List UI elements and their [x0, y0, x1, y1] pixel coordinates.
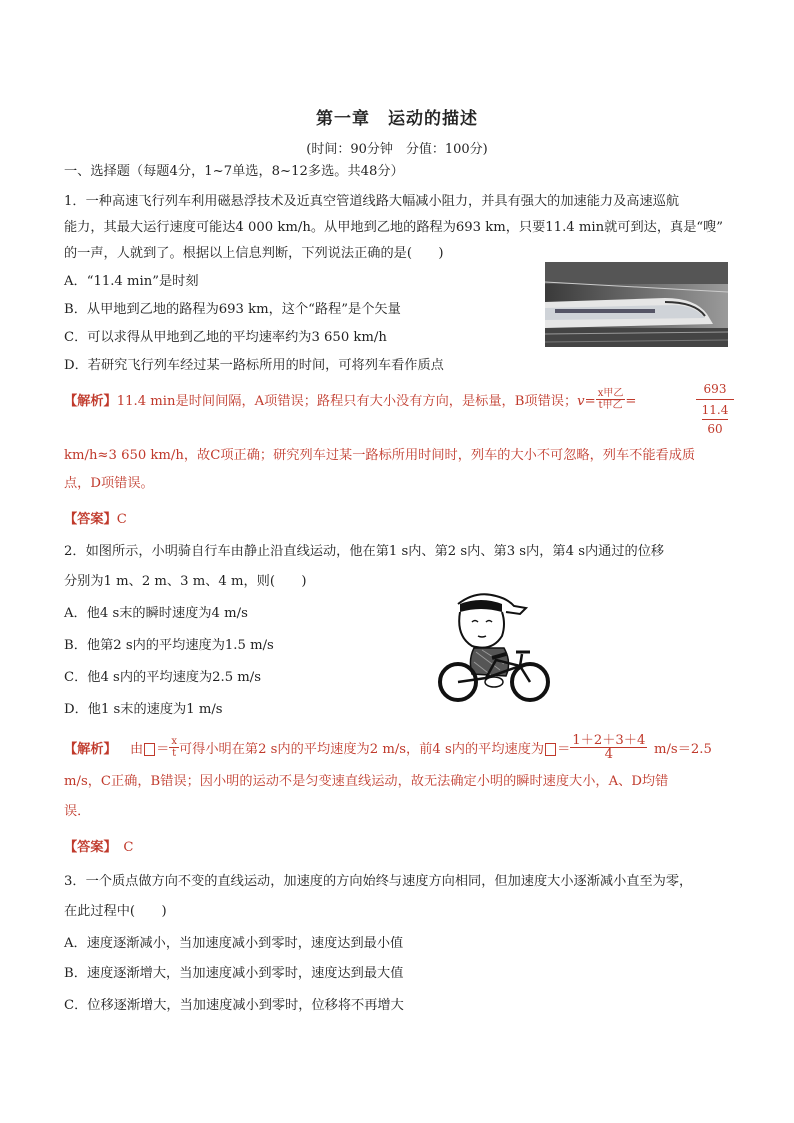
average-speed-fraction — [570, 734, 647, 761]
analysis-result: m/s＝2.5 — [653, 742, 712, 757]
q2-analysis-line2: m/s，C正确，B错误；因小明的运动不是匀变速直线运动，故无法确定小明的瞬时速度大小，A、D均错 — [64, 774, 669, 789]
q2-answer — [64, 838, 133, 858]
v-bar-symbol-icon — [545, 743, 556, 756]
fraction-numerator: 693 — [703, 382, 727, 396]
fraction-denominator: 4 — [604, 747, 614, 762]
equals-sign: ＝ — [156, 742, 170, 757]
fraction-denominator: t甲乙 — [598, 400, 623, 411]
inner-denominator: 60 — [707, 422, 723, 436]
q1-stem-line1: 1．一种高速飞行列车利用磁悬浮技术及近真空管道线路大幅减小阻力，并具有强大的加速能力及高速巡航 — [64, 194, 680, 209]
q3-stem-line1: 3．一个质点做方向不变的直线运动，加速度的方向始终与速度方向相同，但加速度大小逐渐减小直至为零， — [64, 874, 693, 889]
q1-answer — [64, 510, 127, 530]
q1-option-a: A．“11.4 min”是时刻 — [64, 274, 199, 289]
q2-analysis-line1 — [64, 733, 712, 763]
q3-option-b: B．速度逐渐增大，当加速度减小到零时，速度达到最大值 — [64, 966, 404, 981]
velocity-symbol: v — [577, 394, 585, 409]
q1-stem-line3: 的一声，人就到了。根据以上信息判断，下列说法正确的是( ) — [64, 246, 444, 261]
q2-stem-line2: 分别为1 m、2 m、3 m、4 m，则( ) — [64, 574, 307, 589]
analysis-middle-text: 可得小明在第2 s内的平均速度为2 m/s，前4 s内的平均速度为 — [178, 742, 545, 757]
fraction-numerator: x — [171, 736, 177, 747]
section-heading: 一、选择题（每题4分，1~7单选，8~12多选。共48分） — [64, 164, 404, 179]
q1-analysis-line3: 点，D项错误。 — [64, 476, 154, 491]
boy-on-bicycle-image — [436, 590, 554, 706]
q2-option-b: B．他第2 s内的平均速度为1.5 m/s — [64, 638, 274, 653]
answer-tag: 【答案】 — [64, 840, 117, 855]
fraction-numerator: 1＋2＋3＋4 — [572, 733, 646, 748]
q1-analysis-line1 — [64, 390, 636, 413]
equals-sign: = — [584, 394, 596, 409]
v-bar-symbol-icon — [144, 743, 155, 756]
q1-option-d: D．若研究飞行列车经过某一路标所用的时间，可将列车看作质点 — [64, 358, 444, 373]
inner-numerator: 11.4 — [701, 403, 729, 417]
q2-option-d: D．他1 s末的速度为1 m/s — [64, 702, 223, 717]
exam-info: (时间：90分钟 分值：100分) — [306, 142, 488, 157]
fraction-denominator: t — [172, 748, 177, 759]
fraction-numerator: x甲乙 — [597, 388, 624, 399]
x-over-t-fraction — [169, 736, 179, 759]
analysis-prefix: 由 — [129, 742, 144, 757]
maglev-train-image — [545, 262, 728, 347]
q3-option-a: A．速度逐渐减小，当加速度减小到零时，速度达到最小值 — [64, 936, 404, 951]
analysis-tag: 【解析】 — [64, 394, 117, 409]
fraction-bar — [696, 399, 734, 400]
q2-option-a: A．他4 s末的瞬时速度为4 m/s — [64, 606, 248, 621]
q2-analysis-line3: 误． — [64, 804, 91, 819]
q2-stem-line1: 2．如图所示，小明骑自行车由静止沿直线运动，他在第1 s内、第2 s内、第3 s内，第4 s内通过的位移 — [64, 544, 665, 559]
q1-option-b: B．从甲地到乙地的路程为693 km，这个“路程”是个矢量 — [64, 302, 401, 317]
equals-sign-2: ＝ — [557, 742, 571, 757]
q3-stem-line2: 在此过程中( ) — [64, 904, 167, 919]
x-over-t-fraction — [596, 388, 626, 411]
answer-value: C — [123, 840, 134, 855]
q1-stem-line2: 能力，其最大运行速度可能达4 000 km/h。从甲地到乙地的路程为693 km，只要11.4 min就可到达，真是“嗖” — [64, 220, 724, 235]
equals-sign-2: = — [625, 394, 637, 409]
q1-analysis-text: 11.4 min是时间间隔，A项错误；路程只有大小没有方向，是标量，B项错误； — [116, 394, 578, 409]
q1-option-c: C．可以求得从甲地到乙地的平均速率约为3 650 km/h — [64, 330, 387, 345]
q1-analysis-line2: km/h≈3 650 km/h，故C项正确；研究列车过某一路标所用时间时，列车的大小不可忽略，列车不能看成质 — [64, 448, 696, 463]
page-title: 第一章 运动的描述 — [316, 109, 478, 129]
answer-value: C — [116, 512, 127, 527]
answer-tag: 【答案】 — [64, 512, 117, 527]
q2-option-c: C．他4 s内的平均速度为2.5 m/s — [64, 670, 262, 685]
speed-compound-fraction — [696, 380, 734, 438]
q3-option-c: C．位移逐渐增大，当加速度减小到零时，位移将不再增大 — [64, 998, 404, 1013]
analysis-tag: 【解析】 — [64, 742, 117, 757]
